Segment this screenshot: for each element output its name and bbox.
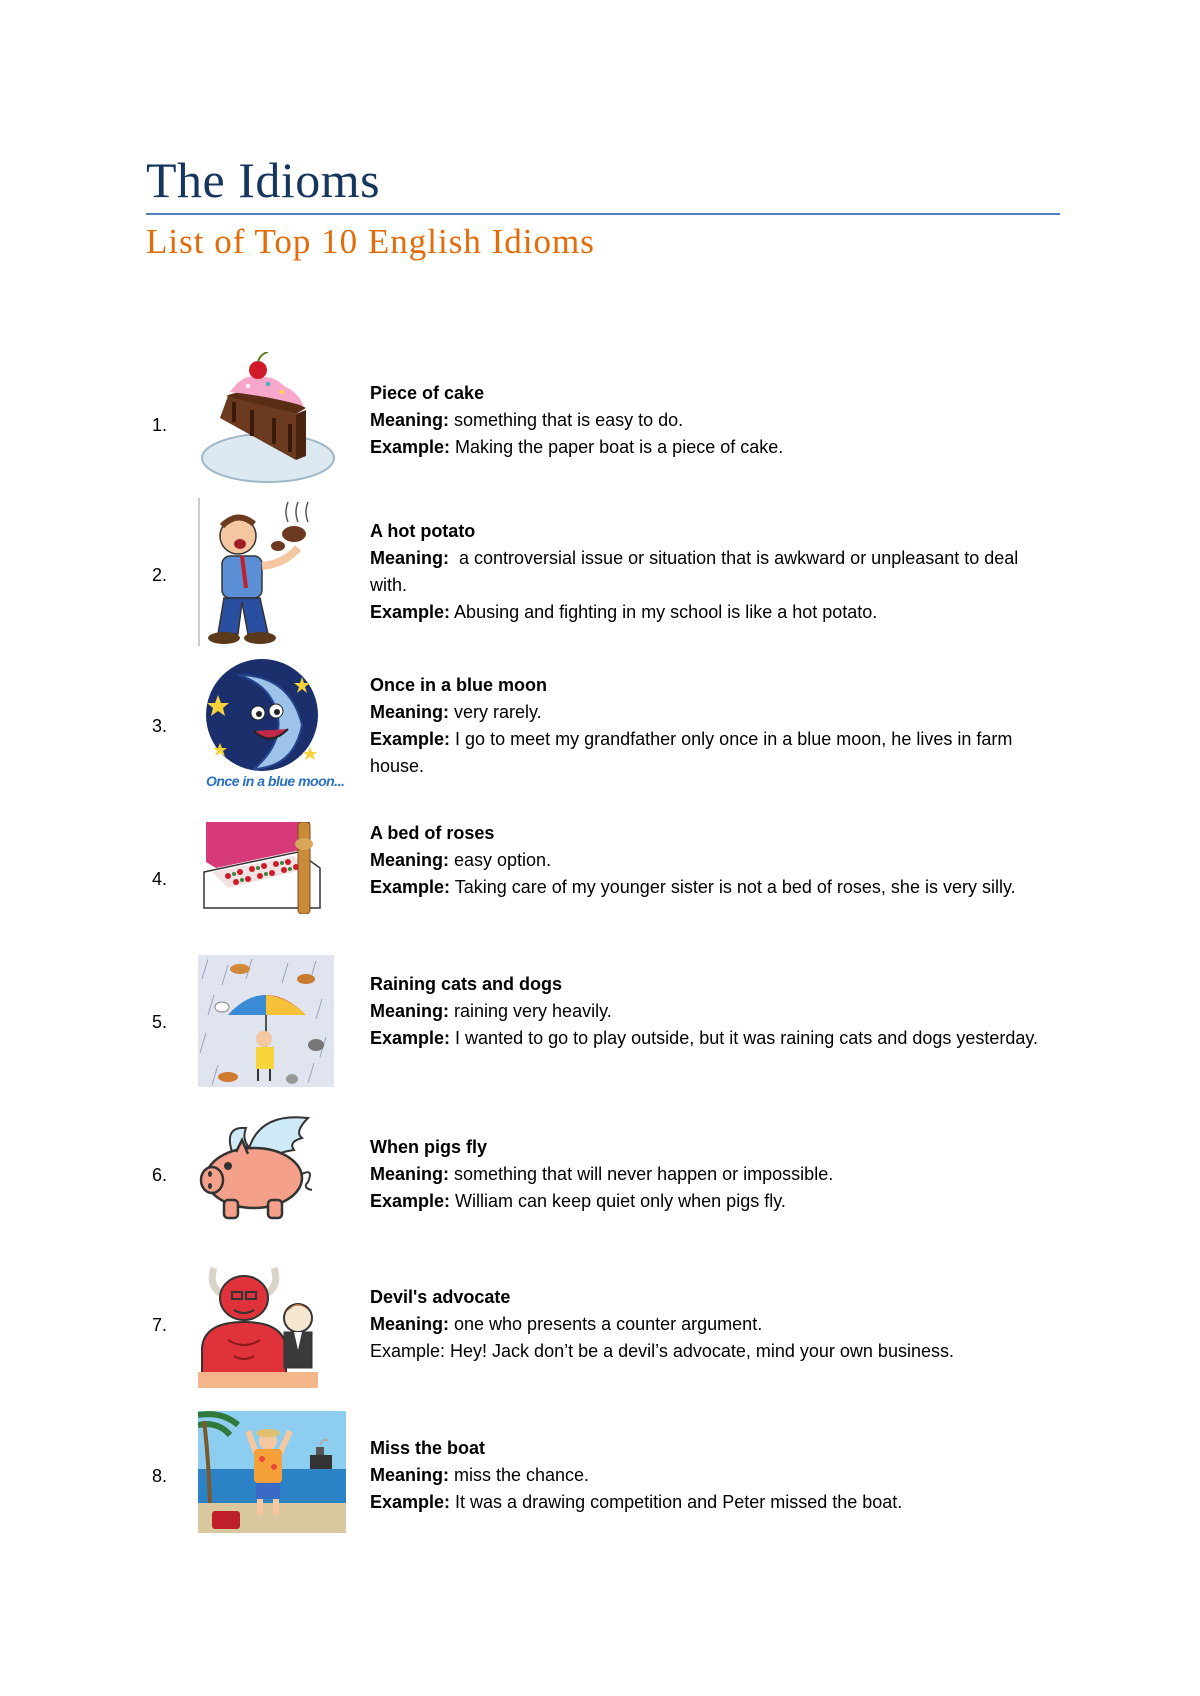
idiom-example: William can keep quiet only when pigs fly. — [450, 1191, 786, 1211]
idiom-meaning: raining very heavily. — [449, 1001, 612, 1021]
idiom-text — [370, 1435, 1060, 1516]
blue-moon-icon — [198, 655, 345, 797]
idiom-text — [370, 820, 1060, 901]
example-label: Example: — [370, 729, 451, 749]
example-label: Example: — [370, 1492, 451, 1512]
example-label: Example: — [370, 1191, 451, 1211]
idiom-example: Abusing and fighting in my school is like a hot potato. — [450, 602, 878, 622]
idiom-example: I wanted to go to play outside, but it was raining cats and dogs yesterday. — [450, 1028, 1039, 1048]
idiom-phrase: A bed of roses — [370, 823, 495, 843]
idiom-example: Making the paper boat is a piece of cake. — [450, 437, 784, 457]
idiom-meaning: easy option. — [449, 850, 552, 870]
idiom-example: It was a drawing competition and Peter missed the boat. — [450, 1492, 903, 1512]
page-subtitle: List of Top 10 English Idioms — [146, 222, 595, 261]
meaning-label: Meaning: — [370, 702, 449, 722]
idiom-meaning: miss the chance. — [449, 1465, 590, 1485]
idiom-phrase: Miss the boat — [370, 1438, 486, 1458]
item-number: 2. — [152, 565, 168, 585]
item-number: 8. — [152, 1466, 168, 1486]
idiom-example: Taking care of my younger sister is not a bed of roses, she is very silly. — [450, 877, 1016, 897]
idiom-meaning: something that is easy to do. — [449, 410, 684, 430]
item-number: 7. — [152, 1315, 168, 1335]
juggling-man-icon — [198, 498, 328, 646]
idiom-text — [370, 1134, 1060, 1215]
idiom-text — [370, 518, 1060, 626]
idiom-meaning: a controversial issue or situation that is awkward or unpleasant to deal with. — [370, 548, 1024, 595]
example-label: Example: — [370, 1028, 451, 1048]
item-number: 6. — [152, 1165, 168, 1185]
example-label: Example: — [370, 602, 451, 622]
cake-slice-icon — [198, 352, 338, 486]
meaning-label: Meaning: — [370, 1164, 449, 1184]
devil-icon — [198, 1260, 318, 1388]
example-label: Example: — [370, 877, 451, 897]
image-caption: Once in a blue moon... — [206, 773, 345, 789]
idiom-text — [370, 1284, 1060, 1365]
title-rule — [146, 213, 1060, 215]
idiom-phrase: A hot potato — [370, 521, 476, 541]
idiom-example: I go to meet my grandfather only once in a blue moon, he lives in farm house. — [370, 729, 1013, 776]
meaning-label: Meaning: — [370, 410, 449, 430]
page-title: The Idioms — [146, 152, 381, 208]
flying-pig-icon — [198, 1112, 318, 1224]
item-number: 1. — [152, 415, 168, 435]
meaning-label: Meaning: — [370, 1465, 449, 1485]
item-number: 3. — [152, 716, 168, 736]
idiom-text — [370, 380, 1060, 461]
idiom-phrase: Once in a blue moon — [370, 675, 548, 695]
item-number: 4. — [152, 869, 168, 889]
idiom-text — [370, 971, 1060, 1052]
meaning-label: Meaning: — [370, 1001, 449, 1021]
meaning-label: Meaning: — [370, 850, 449, 870]
item-number: 5. — [152, 1012, 168, 1032]
idiom-text — [370, 672, 1060, 780]
idiom-phrase: When pigs fly — [370, 1137, 487, 1157]
idiom-phrase: Raining cats and dogs — [370, 974, 563, 994]
idiom-meaning: something that will never happen or impossible. — [449, 1164, 834, 1184]
idiom-meaning: one who presents a counter argument. — [449, 1314, 763, 1334]
meaning-label: Meaning: — [370, 548, 449, 568]
idiom-example: Example: Hey! Jack don’t be a devil’s advocate, mind your own business. — [370, 1341, 954, 1361]
idiom-phrase: Piece of cake — [370, 383, 485, 403]
rose-bed-icon — [198, 822, 328, 914]
umbrella-rain-icon — [198, 955, 334, 1087]
idiom-meaning: very rarely. — [449, 702, 542, 722]
beach-boat-icon — [198, 1411, 346, 1533]
meaning-label: Meaning: — [370, 1314, 449, 1334]
idiom-phrase: Devil's advocate — [370, 1287, 511, 1307]
example-label: Example: — [370, 437, 451, 457]
